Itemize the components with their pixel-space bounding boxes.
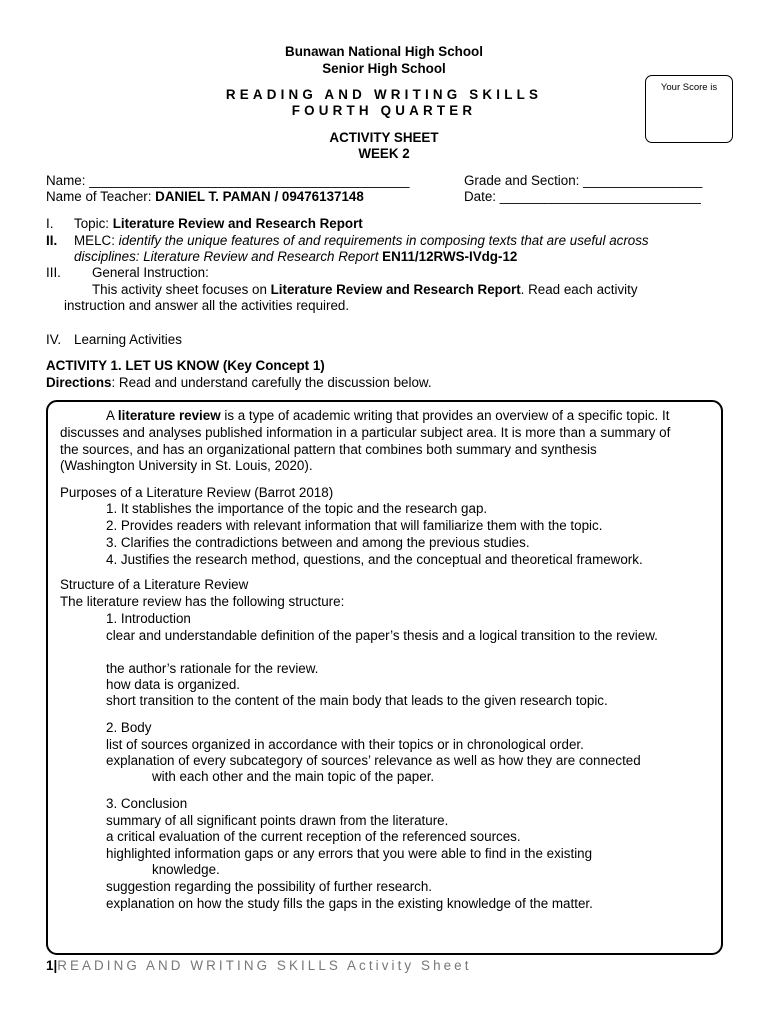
melc-num: II. bbox=[46, 233, 58, 248]
directions-label: Directions bbox=[46, 375, 112, 390]
purpose-item: 4. Justifies the research method, questions, and the conceptual and theoretical framework. bbox=[106, 552, 643, 567]
general-text-1 bbox=[92, 282, 638, 297]
page-footer bbox=[46, 958, 472, 973]
teacher-value: DANIEL T. PAMAN / 09476137148 bbox=[155, 189, 364, 204]
topic-num: I. bbox=[46, 216, 54, 231]
topic-line bbox=[74, 216, 363, 231]
quarter-title: FOURTH QUARTER bbox=[291, 103, 477, 118]
intro-1c: is a type of academic writing that provides an overview of a specific topic. It bbox=[220, 408, 670, 423]
general-text-1c: . Read each activity bbox=[520, 282, 638, 297]
grade-label: Grade and Section: bbox=[464, 173, 584, 188]
purpose-item: 2. Provides readers with relevant information that will familiarize them with the topic. bbox=[106, 518, 603, 533]
purpose-item: 3. Clarifies the contradictions between and among the previous studies. bbox=[106, 535, 530, 550]
body-heading: 2. Body bbox=[106, 720, 152, 735]
name-label: Name: bbox=[46, 173, 90, 188]
intro-line-1 bbox=[106, 408, 669, 423]
melc-label: MELC: bbox=[74, 233, 119, 248]
conclusion-item: highlighted information gaps or any errors that you were able to find in the existing bbox=[106, 846, 593, 861]
purposes-heading: Purposes of a Literature Review (Barrot 2018) bbox=[60, 485, 334, 500]
intro-line-3: the sources, and has an organizational pattern that combines both summary and synthesis bbox=[60, 442, 597, 457]
directions-text: : Read and understand carefully the discussion below. bbox=[111, 375, 432, 390]
conclusion-heading: 3. Conclusion bbox=[106, 796, 188, 811]
learning-label: Learning Activities bbox=[74, 332, 182, 347]
introduction-item: clear and understandable definition of the paper’s thesis and a logical transition to the review. bbox=[106, 628, 658, 643]
directions-line bbox=[46, 375, 432, 390]
subject-title: READING AND WRITING SKILLS bbox=[225, 87, 543, 102]
activity-title: ACTIVITY 1. LET US KNOW (Key Concept 1) bbox=[46, 358, 325, 373]
school-name: Bunawan National High School bbox=[285, 44, 483, 59]
page-number: 1 bbox=[46, 958, 54, 973]
melc-line-1 bbox=[74, 233, 649, 248]
footer-text: READING AND WRITING SKILLS Activity Sheet bbox=[57, 958, 472, 973]
introduction-heading: 1. Introduction bbox=[106, 611, 191, 626]
melc-text-2: disciplines: Literature Review and Research Report bbox=[74, 249, 383, 264]
melc-line-2 bbox=[74, 249, 517, 264]
topic-value: Literature Review and Research Report bbox=[112, 216, 363, 231]
teacher-label: Name of Teacher: bbox=[46, 189, 156, 204]
body-item: list of sources organized in accordance with their topics or in chronological order. bbox=[106, 737, 584, 752]
melc-code: EN11/12RWS-IVdg-12 bbox=[382, 249, 518, 264]
name-blank[interactable]: ___________________________________________ bbox=[89, 173, 410, 188]
structure-intro: The literature review has the following structure: bbox=[60, 594, 345, 609]
date-label: Date: bbox=[464, 189, 500, 204]
intro-1b: literature review bbox=[117, 408, 221, 423]
learning-num: IV. bbox=[46, 332, 62, 347]
grade-blank[interactable]: ________________ bbox=[583, 173, 703, 188]
purpose-item: 1. It stablishes the importance of the topic and the research gap. bbox=[106, 501, 488, 516]
footer-separator: | bbox=[53, 958, 58, 973]
date-line bbox=[464, 189, 701, 204]
introduction-item: short transition to the content of the main body that leads to the given research topic. bbox=[106, 693, 608, 708]
intro-line-2: discusses and analyses published information in a particular subject area. It is more than a summary of bbox=[60, 425, 671, 440]
intro-line-4: (Washington University in St. Louis, 2020). bbox=[60, 458, 313, 473]
date-blank[interactable]: ___________________________ bbox=[499, 189, 701, 204]
general-text-1a: This activity sheet focuses on bbox=[92, 282, 271, 297]
melc-text-1: identify the unique features of and requirements in composing texts that are useful across bbox=[118, 233, 649, 248]
week-title: WEEK 2 bbox=[358, 146, 410, 161]
conclusion-item: summary of all significant points drawn from the literature. bbox=[106, 813, 449, 828]
introduction-item: the author’s rationale for the review. bbox=[106, 661, 319, 676]
body-item-continuation: with each other and the main topic of the paper. bbox=[152, 769, 435, 784]
score-box bbox=[645, 75, 733, 143]
topic-label: Topic: bbox=[74, 216, 113, 231]
conclusion-item: a critical evaluation of the current reception of the referenced sources. bbox=[106, 829, 521, 844]
conclusion-item: explanation on how the study fills the gaps in the existing knowledge of the matter. bbox=[106, 896, 593, 911]
intro-1a: A bbox=[106, 408, 118, 423]
general-text-1b: Literature Review and Research Report bbox=[270, 282, 521, 297]
general-num: III. bbox=[46, 265, 61, 280]
activity-sheet-title: ACTIVITY SHEET bbox=[329, 130, 439, 145]
structure-heading: Structure of a Literature Review bbox=[60, 577, 249, 592]
name-line bbox=[46, 173, 409, 188]
teacher-line bbox=[46, 189, 364, 204]
grade-line bbox=[464, 173, 702, 188]
general-label: General Instruction: bbox=[92, 265, 209, 280]
introduction-item: how data is organized. bbox=[106, 677, 240, 692]
conclusion-item: suggestion regarding the possibility of further research. bbox=[106, 879, 433, 894]
general-text-2: instruction and answer all the activities required. bbox=[64, 298, 350, 313]
school-level: Senior High School bbox=[322, 61, 446, 76]
score-label: Your Score is bbox=[660, 82, 718, 93]
conclusion-item-continuation: knowledge. bbox=[152, 862, 220, 877]
body-item: explanation of every subcategory of sources’ relevance as well as how they are connected bbox=[106, 753, 641, 768]
